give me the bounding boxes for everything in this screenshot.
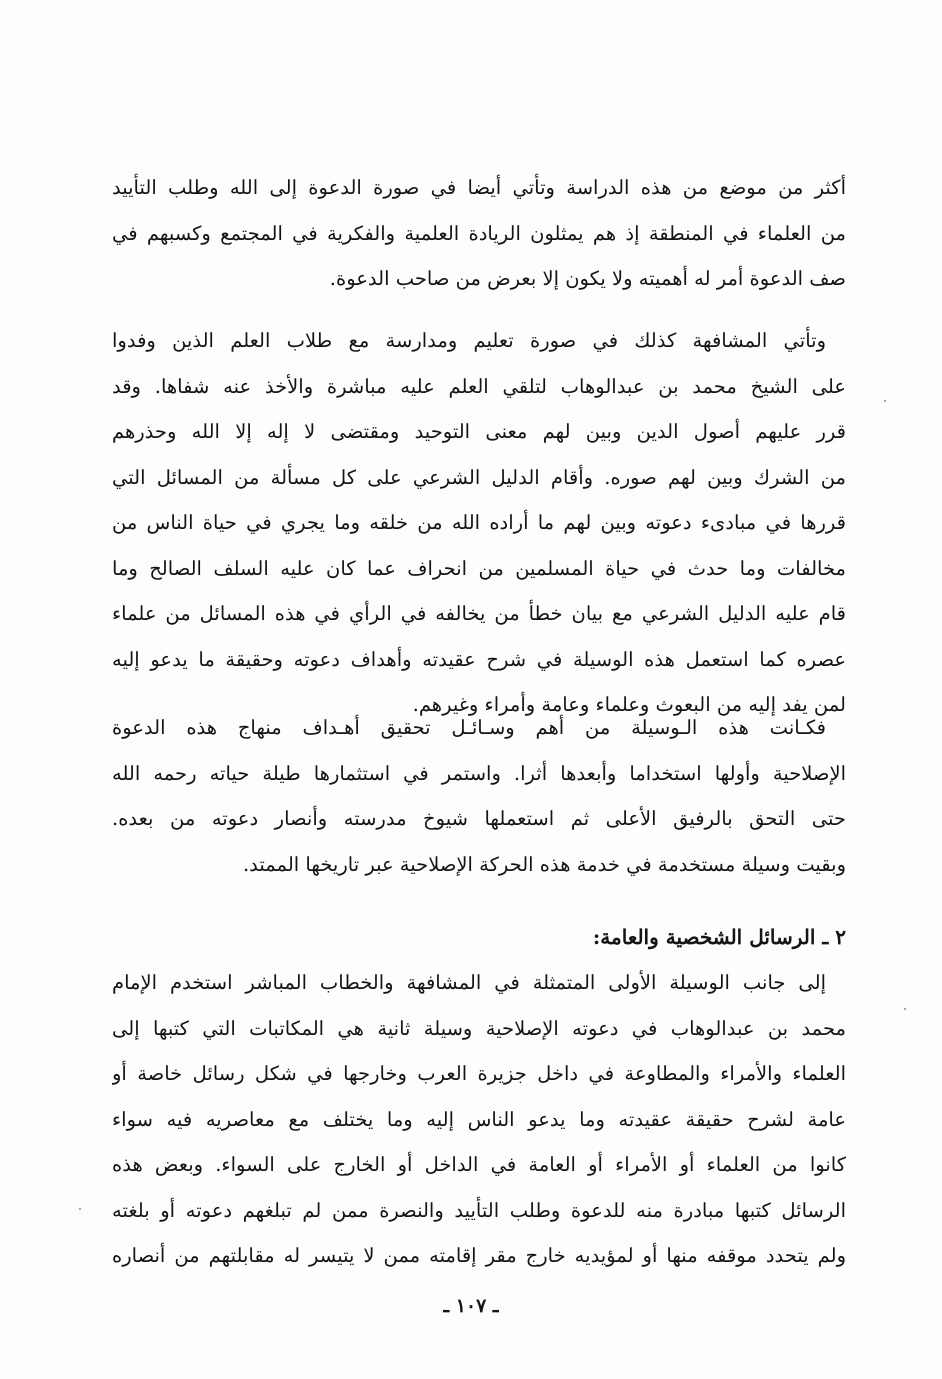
paragraph-line: عصره كما استعمل هذه الوسيلة في شرح عقيدته وأهداف دعوته وحقيقة ما يدعو إليه <box>112 647 846 671</box>
scan-speck <box>884 400 886 402</box>
paragraph-line: الرسائل كتبها مبادرة منه للدعوة وطلب التأييد والنصرة ممن لم تبلغهم دعوته أو بلغته <box>112 1198 846 1222</box>
paragraph-line: ولم يتحدد موقفه منها أو لمؤيديه خارج مقر إقامته ممن لا يتيسر له مقابلتهم من أنصاره <box>112 1244 846 1267</box>
paragraph-3 <box>112 705 846 887</box>
paragraph-line: مخالفات وما حدث في حياة المسلمين من انحراف عما كان عليه السلف الصالح وما <box>112 556 846 580</box>
scan-speck <box>79 1208 81 1210</box>
paragraph-line: أكثر من موضع من هذه الدراسة وتأتي أيضا في صورة الدعوة إلى الله وطلب التأييد <box>112 176 846 199</box>
paragraph-line: عامة لشرح حقيقة عقيدته وما يدعو الناس إليه وما يختلف مع معاصريه فيه سواء <box>112 1107 846 1131</box>
paragraph-line: من العلماء في المنطقة إذ هم يمثلون الريادة العلمية والفكرية في المجتمع وكسبهم في <box>112 221 846 245</box>
paragraph-line: قرر عليهم أصول الدين وبين لهم معنى التوحيد ومقتضى لا إله إلا الله وحذرهم <box>112 420 846 443</box>
paragraph-line: على الشيخ محمد بن عبدالوهاب لتلقي العلم عليه مباشرة والأخذ عنه شفاها. وقد <box>112 374 846 398</box>
paragraph-line: فكـانت هذه الـوسيلة من أهم وسـائـل تحقيق أهـداف منهاج هذه الدعوة <box>112 716 826 739</box>
paragraph-line: العلماء والأمراء والمطاوعة في داخل جزيرة العرب وخارجها في شكل رسائل خاصة أو <box>112 1062 846 1085</box>
paragraph-1 <box>112 165 846 302</box>
paragraph-line: إلى جانب الوسيلة الأولى المتمثلة في المشافهة والخطاب المباشر استخدم الإمام <box>112 971 826 994</box>
paragraph-line: وبقيت وسيلة مستخدمة في خدمة هذه الحركة الإصلاحية عبر تاريخها الممتد. <box>242 852 846 876</box>
paragraph-4 <box>112 960 846 1279</box>
paragraph-line: محمد بن عبدالوهاب في دعوته الإصلاحية وسيلة ثانية هي المكاتبات التي كتبها إلى <box>112 1016 846 1040</box>
page-number: ـ ١٠٧ ـ <box>443 1295 499 1317</box>
paragraph-line: كانوا من العلماء أو الأمراء أو العامة في الداخل أو الخارج على السواء. وبعض هذه <box>112 1153 846 1176</box>
paragraph-2 <box>112 318 846 728</box>
paragraph-line: قام عليه الدليل الشرعي مع بيان خطأ من يخالفه في الرأي في هذه المسائل من علماء <box>112 602 846 625</box>
paragraph-line: من الشرك وبين لهم صوره. وأقام الدليل الشرعي على كل مسألة من المسائل التي <box>112 465 846 489</box>
paragraph-line: وتأتي المشافهة كذلك في صورة تعليم ومدارسة مع طلاب العلم الذين وفدوا <box>112 329 826 352</box>
paragraph-line: صف الدعوة أمر له أهميته ولا يكون إلا بعرض من صاحب الدعوة. <box>329 267 846 290</box>
paragraph-line: قررها في مبادىء دعوته وبين لهم ما أراده الله من خلقه وما يجري في حياة الناس من <box>112 511 846 534</box>
section-heading: ٢ ـ الرسائل الشخصية والعامة: <box>592 925 846 949</box>
paragraph-line: الإصلاحية وأولها استخداما وأبعدها أثرا. واستمر في استثمارها طيلة حياته رحمه الله <box>112 761 846 785</box>
paragraph-line: حتى التحق بالرفيق الأعلى ثم استعملها شيوخ مدرسته وأنصار دعوته من بعده. <box>112 807 846 830</box>
paragraph-line: لمن يفد إليه من البعوث وعلماء وعامة وأمراء وغيرهم. <box>412 693 846 716</box>
scan-speck <box>904 1008 906 1010</box>
